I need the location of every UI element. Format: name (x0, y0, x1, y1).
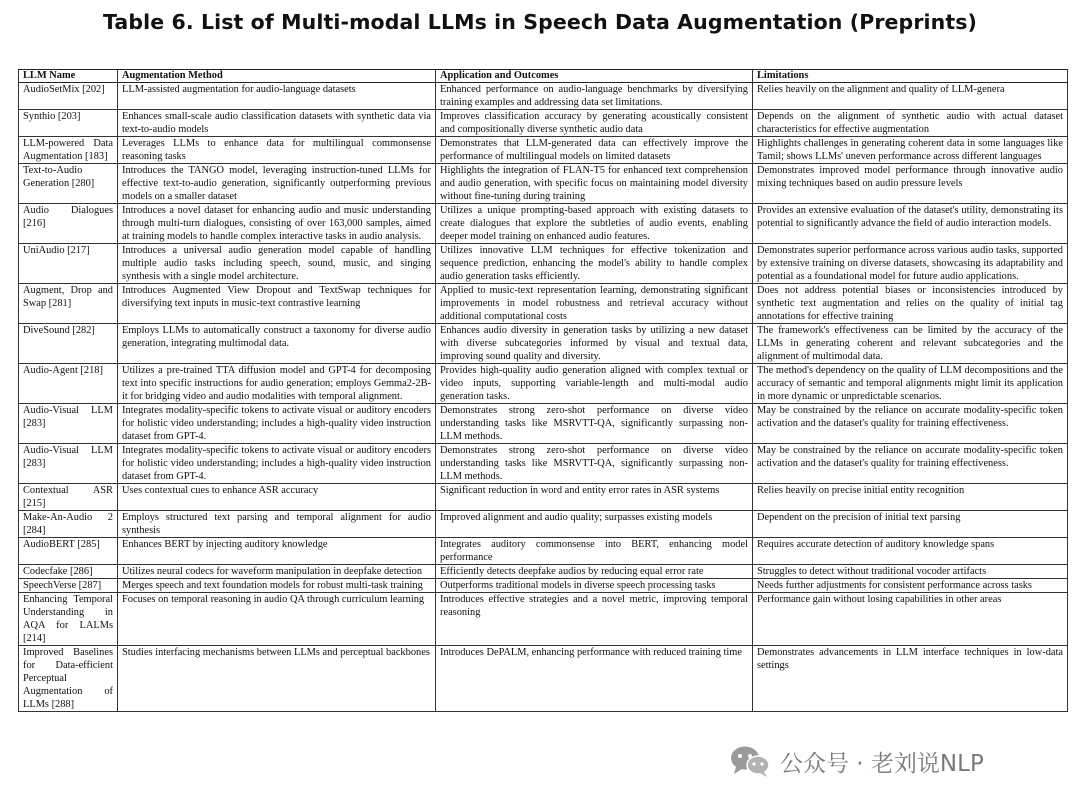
table-row (19, 579, 1068, 593)
watermark-text: 公众号 · 老刘说NLP (780, 750, 984, 777)
limitations-cell: May be constrained by the reliance on accurate modality-specific token activation and the dataset's quality for training effectiveness. (753, 404, 1068, 444)
augmentation-method-cell: Focuses on temporal reasoning in audio QA through curriculum learning (118, 593, 436, 646)
augmentation-method-cell: Integrates modality-specific tokens to activate visual or auditory encoders for holistic video understanding; includes a high-quality video instruction dataset from GPT-4. (118, 444, 436, 484)
augmentation-method-cell: LLM-assisted augmentation for audio-language datasets (118, 83, 436, 110)
watermark (728, 741, 984, 781)
augmentation-method-cell: Leverages LLMs to enhance data for multilingual commonsense reasoning tasks (118, 137, 436, 164)
llm-name-cell: Audio-Visual LLM [283] (19, 404, 118, 444)
table-header-row (19, 70, 1068, 83)
llm-name-cell: Enhancing Temporal Understanding in AQA for LALMs [214] (19, 593, 118, 646)
llm-name-cell: Make-An-Audio 2 [284] (19, 511, 118, 538)
llm-name-cell: AudioBERT [285] (19, 538, 118, 565)
augmentation-method-cell: Introduces a universal audio generation model capable of handling multiple audio tasks including speech, sound, music, and singing synthesis with a single model architecture. (118, 244, 436, 284)
table-row (19, 444, 1068, 484)
application-outcomes-cell: Improved alignment and audio quality; surpasses existing models (436, 511, 753, 538)
limitations-cell: Does not address potential biases or inconsistencies introduced by synthetic text augmentation and relies on the quality of initial tag annotations for effective training (753, 284, 1068, 324)
table-row (19, 110, 1068, 137)
table-row (19, 284, 1068, 324)
augmentation-method-cell: Employs LLMs to automatically construct a taxonomy for diverse audio generation, integrating multimodal data. (118, 324, 436, 364)
table-row (19, 404, 1068, 444)
augmentation-method-cell: Utilizes a pre-trained TTA diffusion model and GPT-4 for decomposing text into specific instructions for audio generation; employs Gemma2-2B-it for bridging video and audio modalities with temporal alignment. (118, 364, 436, 404)
limitations-cell: Needs further adjustments for consistent performance across tasks (753, 579, 1068, 593)
application-outcomes-cell: Introduces DePALM, enhancing performance with reduced training time (436, 646, 753, 712)
augmentation-method-cell: Utilizes neural codecs for waveform manipulation in deepfake detection (118, 565, 436, 579)
table-row (19, 484, 1068, 511)
application-outcomes-cell: Efficiently detects deepfake audios by reducing equal error rate (436, 565, 753, 579)
limitations-cell: Performance gain without losing capabilities in other areas (753, 593, 1068, 646)
limitations-cell: Provides an extensive evaluation of the dataset's utility, demonstrating its potential to significantly advance the field of audio interaction models. (753, 204, 1068, 244)
limitations-cell: Demonstrates superior performance across various audio tasks, supported by extensive training on diverse datasets, showcasing its adaptability and potential as a foundational model for future audio applications. (753, 244, 1068, 284)
llm-name-cell: Augment, Drop and Swap [281] (19, 284, 118, 324)
limitations-cell: Depends on the alignment of synthetic audio with actual dataset characteristics for effective augmentation (753, 110, 1068, 137)
augmentation-method-cell: Introduces the TANGO model, leveraging instruction-tuned LLMs for effective text-to-audio generation, significantly outperforming previous models on a smaller dataset (118, 164, 436, 204)
limitations-cell: Highlights challenges in generating coherent data in some languages like Tamil; shows LLMs' uneven performance across different languages (753, 137, 1068, 164)
limitations-cell: Dependent on the precision of initial text parsing (753, 511, 1068, 538)
application-outcomes-cell: Demonstrates strong zero-shot performance on diverse video understanding tasks like MSRVTT-QA, significantly surpassing non-LLM methods. (436, 444, 753, 484)
application-outcomes-cell: Introduces effective strategies and a novel metric, improving temporal reasoning (436, 593, 753, 646)
augmentation-method-cell: Studies interfacing mechanisms between LLMs and perceptual backbones (118, 646, 436, 712)
augmentation-method-cell: Integrates modality-specific tokens to activate visual or auditory encoders for holistic video understanding; includes a high-quality video instruction dataset from GPT-4. (118, 404, 436, 444)
llm-name-cell: Contextual ASR [215] (19, 484, 118, 511)
limitations-cell: Struggles to detect without traditional vocoder artifacts (753, 565, 1068, 579)
application-outcomes-cell: Significant reduction in word and entity error rates in ASR systems (436, 484, 753, 511)
header-application-outcomes: Application and Outcomes (436, 70, 753, 83)
header-augmentation-method: Augmentation Method (118, 70, 436, 83)
table-title: Table 6. List of Multi-modal LLMs in Speech Data Augmentation (Preprints) (102, 10, 978, 34)
llm-name-cell: Codecfake [286] (19, 565, 118, 579)
table-row (19, 324, 1068, 364)
llm-name-cell: DiveSound [282] (19, 324, 118, 364)
llm-name-cell: AudioSetMix [202] (19, 83, 118, 110)
llm-table (18, 69, 1068, 712)
limitations-cell: The framework's effectiveness can be limited by the accuracy of the LLMs in generating coherent and relevant subcategories and the alignment of multimodal data. (753, 324, 1068, 364)
table-row (19, 593, 1068, 646)
application-outcomes-cell: Enhances audio diversity in generation tasks by utilizing a new dataset with diverse subcategories informed by visual and textual data, improving sound quality and diversity. (436, 324, 753, 364)
limitations-cell: Demonstrates improved model performance through innovative audio mixing techniques based on audio pressure levels (753, 164, 1068, 204)
application-outcomes-cell: Utilizes a unique prompting-based approach with existing datasets to create dialogues that explore the subtleties of audio events, enabling deeper model training on enhanced audio features. (436, 204, 753, 244)
llm-name-cell: Audio-Visual LLM [283] (19, 444, 118, 484)
limitations-cell: Relies heavily on precise initial entity recognition (753, 484, 1068, 511)
table-row (19, 204, 1068, 244)
limitations-cell: The method's dependency on the quality of LLM decompositions and the accuracy of semantic and temporal alignments might limit its application in more dynamic or unpredictable scenarios. (753, 364, 1068, 404)
table-row (19, 244, 1068, 284)
application-outcomes-cell: Highlights the integration of FLAN-T5 for enhanced text comprehension and audio generation, with specific focus on maintaining model diversity without fine-tuning during training (436, 164, 753, 204)
table-row (19, 511, 1068, 538)
table-row (19, 538, 1068, 565)
augmentation-method-cell: Merges speech and text foundation models for robust multi-task training (118, 579, 436, 593)
llm-name-cell: Improved Baselines for Data-efficient Perceptual Augmentation of LLMs [288] (19, 646, 118, 712)
augmentation-method-cell: Enhances BERT by injecting auditory knowledge (118, 538, 436, 565)
table-row (19, 565, 1068, 579)
application-outcomes-cell: Demonstrates strong zero-shot performance on diverse video understanding tasks like MSRVTT-QA, significantly surpassing non-LLM methods. (436, 404, 753, 444)
table-row (19, 646, 1068, 712)
header-limitations: Limitations (753, 70, 1068, 83)
llm-name-cell: LLM-powered Data Augmentation [183] (19, 137, 118, 164)
application-outcomes-cell: Provides high-quality audio generation aligned with complex textual or video inputs, supporting variable-length and multi-modal audio generation tasks. (436, 364, 753, 404)
llm-name-cell: Synthio [203] (19, 110, 118, 137)
augmentation-method-cell: Enhances small-scale audio classification datasets with synthetic data via text-to-audio models (118, 110, 436, 137)
limitations-cell: May be constrained by the reliance on accurate modality-specific token activation and the dataset's quality for training effectiveness. (753, 444, 1068, 484)
application-outcomes-cell: Applied to music-text representation learning, demonstrating significant improvements in model robustness and retrieval accuracy without additional computational costs (436, 284, 753, 324)
application-outcomes-cell: Integrates auditory commonsense into BERT, enhancing model performance (436, 538, 753, 565)
llm-name-cell: Text-to-Audio Generation [280] (19, 164, 118, 204)
application-outcomes-cell: Demonstrates that LLM-generated data can effectively improve the performance of multilingual models on limited datasets (436, 137, 753, 164)
application-outcomes-cell: Improves classification accuracy by generating acoustically consistent and compositionally diverse synthetic audio data (436, 110, 753, 137)
llm-name-cell: UniAudio [217] (19, 244, 118, 284)
wechat-icon (728, 743, 772, 779)
application-outcomes-cell: Utilizes innovative LLM techniques for effective tokenization and sequence prediction, enhancing the model's ability to handle complex audio generation tasks efficiently. (436, 244, 753, 284)
llm-name-cell: SpeechVerse [287] (19, 579, 118, 593)
limitations-cell: Demonstrates advancements in LLM interface techniques in low-data settings (753, 646, 1068, 712)
llm-name-cell: Audio-Agent [218] (19, 364, 118, 404)
augmentation-method-cell: Uses contextual cues to enhance ASR accuracy (118, 484, 436, 511)
table-row (19, 164, 1068, 204)
table-row (19, 364, 1068, 404)
application-outcomes-cell: Outperforms traditional models in diverse speech processing tasks (436, 579, 753, 593)
table-row (19, 83, 1068, 110)
llm-name-cell: Audio Dialogues [216] (19, 204, 118, 244)
augmentation-method-cell: Employs structured text parsing and temporal alignment for audio synthesis (118, 511, 436, 538)
augmentation-method-cell: Introduces a novel dataset for enhancing audio and music understanding through multi-turn dialogues, consisting of over 163,000 samples, aimed at training models to handle complex interactive tasks in audio analysis. (118, 204, 436, 244)
augmentation-method-cell: Introduces Augmented View Dropout and TextSwap techniques for diversifying text inputs in music-text contrastive learning (118, 284, 436, 324)
limitations-cell: Requires accurate detection of auditory knowledge spans (753, 538, 1068, 565)
application-outcomes-cell: Enhanced performance on audio-language benchmarks by diversifying training examples and addressing data set limitations. (436, 83, 753, 110)
table-row (19, 137, 1068, 164)
header-llm-name: LLM Name (19, 70, 118, 83)
limitations-cell: Relies heavily on the alignment and quality of LLM-genera (753, 83, 1068, 110)
